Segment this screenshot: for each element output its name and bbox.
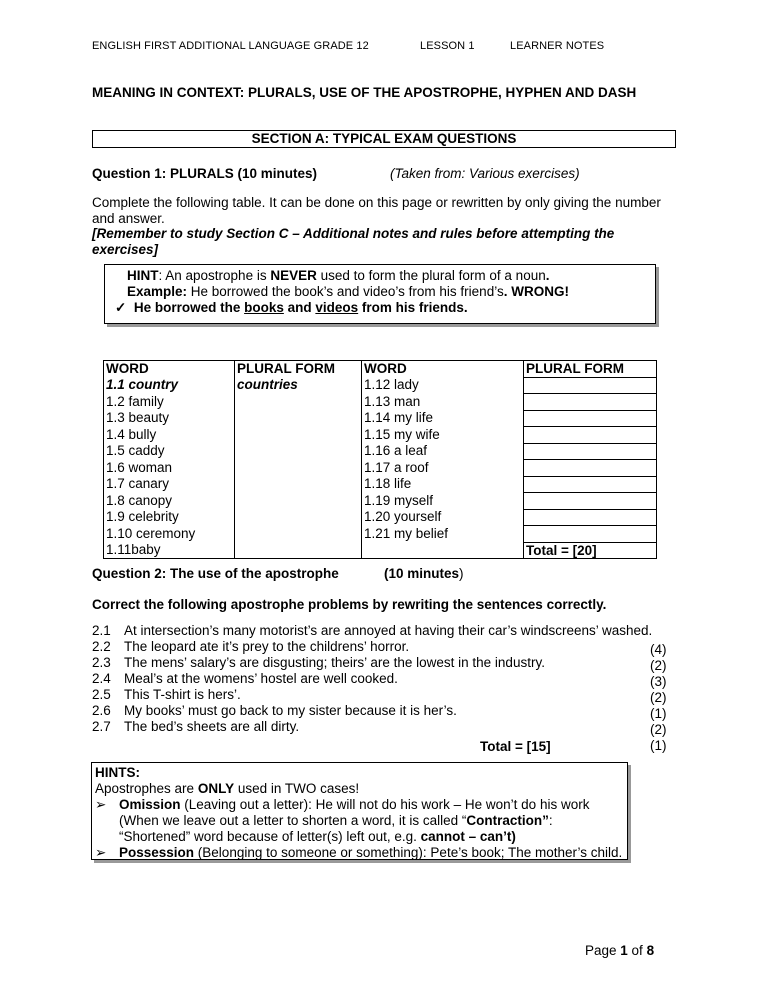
th-word: WORD bbox=[104, 361, 235, 378]
word-cell-2: 1.18 life bbox=[362, 476, 524, 493]
table-row bbox=[104, 493, 657, 510]
bullet-omission bbox=[95, 797, 627, 845]
answer-cell bbox=[524, 394, 657, 411]
item-number: 2.7 bbox=[92, 719, 111, 734]
section-a-heading: SECTION A: TYPICAL EXAM QUESTIONS bbox=[92, 130, 676, 148]
item-number: 2.3 bbox=[92, 655, 111, 670]
q1-total: Total = [20] bbox=[524, 542, 657, 559]
hints-only: ONLY bbox=[197, 781, 235, 796]
plural-cell bbox=[235, 410, 362, 427]
q2-marks bbox=[650, 642, 667, 754]
q2-title: Question 2: The use of the apostrophe bbox=[92, 566, 339, 581]
correct-and: and bbox=[283, 300, 316, 315]
correct-text-end: from his friends. bbox=[358, 300, 468, 315]
page-title: MEANING IN CONTEXT: PLURALS, USE OF THE APOSTROPHE, HYPHEN AND DASH bbox=[92, 85, 637, 100]
page-number bbox=[585, 943, 654, 958]
header-lesson: LESSON 1 bbox=[420, 40, 475, 52]
item-marks: (1) bbox=[650, 706, 667, 721]
list-item bbox=[92, 687, 662, 703]
plurals-table bbox=[103, 360, 657, 559]
plural-cell bbox=[235, 394, 362, 411]
answer-cell bbox=[524, 493, 657, 510]
contraction-label: Contraction” bbox=[466, 813, 549, 828]
example-text: He borrowed the book’s and video’s from his friend’s bbox=[187, 284, 504, 299]
item-marks: (2) bbox=[650, 690, 667, 705]
contraction-example: cannot – can’t) bbox=[420, 829, 516, 844]
plural-cell bbox=[235, 476, 362, 493]
answer-cell bbox=[524, 476, 657, 493]
item-text: The leopard ate it’s prey to the childrens’ horror. bbox=[124, 639, 410, 654]
plural-cell bbox=[235, 526, 362, 543]
q2-time-close: ) bbox=[459, 566, 464, 581]
q1-remember: [Remember to study Section C – Additional notes and rules before attempting the exercises] bbox=[92, 226, 615, 257]
q2-list bbox=[92, 623, 662, 735]
omission-label: Omission bbox=[119, 797, 181, 812]
possession-text: (Belonging to someone or something): Pete’s book; The mother’s child. bbox=[194, 845, 623, 860]
answer-cell bbox=[524, 377, 657, 394]
page-label: Page bbox=[585, 943, 621, 958]
list-item bbox=[92, 623, 662, 639]
hints-box bbox=[91, 762, 628, 860]
table-row bbox=[104, 460, 657, 477]
word-cell: 1.1 country bbox=[104, 377, 235, 394]
item-number: 2.6 bbox=[92, 703, 111, 718]
plural-cell bbox=[235, 427, 362, 444]
arrow-icon: ➢ bbox=[95, 797, 107, 812]
list-item bbox=[92, 655, 662, 671]
table-row bbox=[104, 427, 657, 444]
answer-cell bbox=[524, 410, 657, 427]
item-marks: (2) bbox=[650, 658, 667, 673]
correct-books: books bbox=[244, 300, 284, 315]
q1-title: Question 1: PLURALS (10 minutes) bbox=[92, 166, 318, 181]
th-plural-2: PLURAL FORM bbox=[524, 361, 657, 378]
word-cell-2: 1.12 lady bbox=[362, 377, 524, 394]
answer-cell bbox=[524, 460, 657, 477]
q2-time bbox=[384, 566, 464, 581]
omission-text: (Leaving out a letter): He will not do his work – He won’t do his work (When we leave out a letter to shorten a word, it is called “ bbox=[119, 797, 590, 828]
answer-cell bbox=[524, 526, 657, 543]
hint-text-end: used to form the plural form of a noun bbox=[316, 268, 546, 283]
item-text: The bed’s sheets are all dirty. bbox=[124, 719, 300, 734]
table-row bbox=[104, 443, 657, 460]
plural-cell bbox=[235, 443, 362, 460]
word-cell: 1.9 celebrity bbox=[104, 509, 235, 526]
word-cell: 1.7 canary bbox=[104, 476, 235, 493]
plural-cell bbox=[235, 493, 362, 510]
header-subject: ENGLISH FIRST ADDITIONAL LANGUAGE GRADE 12 bbox=[92, 40, 369, 52]
table-row bbox=[104, 410, 657, 427]
word-cell-2 bbox=[362, 542, 524, 559]
table-row bbox=[104, 394, 657, 411]
q1-source: (Taken from: Various exercises) bbox=[390, 166, 580, 181]
example-wrong: . WRONG! bbox=[503, 284, 569, 299]
word-cell: 1.2 family bbox=[104, 394, 235, 411]
word-cell-2: 1.19 myself bbox=[362, 493, 524, 510]
th-word-2: WORD bbox=[362, 361, 524, 378]
contraction-text: : “Shortened” word because of letter(s) left out, e.g. bbox=[119, 813, 553, 844]
answer-cell bbox=[524, 427, 657, 444]
hints-line1: Apostrophes are bbox=[95, 781, 198, 796]
q2-total: Total = [15] bbox=[480, 739, 551, 754]
list-item bbox=[92, 671, 662, 687]
example-label: Example: bbox=[127, 284, 188, 299]
item-text: This T-shirt is hers’. bbox=[124, 687, 241, 702]
item-marks: (1) bbox=[650, 738, 667, 753]
item-marks: (3) bbox=[650, 674, 667, 689]
item-number: 2.1 bbox=[92, 623, 111, 638]
th-plural: PLURAL FORM bbox=[235, 361, 362, 378]
hint-text: : An apostrophe is bbox=[158, 268, 271, 283]
correct-text: He borrowed the bbox=[133, 300, 245, 315]
answer-cell bbox=[524, 509, 657, 526]
hint-label: HINT bbox=[127, 268, 159, 283]
word-cell: 1.4 bully bbox=[104, 427, 235, 444]
hint-never: NEVER bbox=[270, 268, 317, 283]
q2-time-text: (10 minutes bbox=[384, 566, 460, 581]
table-row bbox=[104, 476, 657, 493]
item-marks: (4) bbox=[650, 642, 667, 657]
plural-cell bbox=[235, 509, 362, 526]
word-cell: 1.6 woman bbox=[104, 460, 235, 477]
correct-videos: videos bbox=[315, 300, 359, 315]
word-cell-2: 1.14 my life bbox=[362, 410, 524, 427]
table-row bbox=[104, 542, 657, 559]
item-number: 2.5 bbox=[92, 687, 111, 702]
word-cell: 1.8 canopy bbox=[104, 493, 235, 510]
possession-label: Possession bbox=[119, 845, 195, 860]
word-cell-2: 1.17 a roof bbox=[362, 460, 524, 477]
item-text: At intersection’s many motorist’s are annoyed at having their car’s windscreens’ washed. bbox=[124, 623, 653, 638]
q2-instruction: Correct the following apostrophe problems by rewriting the sentences correctly. bbox=[92, 597, 607, 612]
word-cell: 1.5 caddy bbox=[104, 443, 235, 460]
word-cell-2: 1.21 my belief bbox=[362, 526, 524, 543]
page-total: 8 bbox=[646, 943, 655, 958]
table-row bbox=[104, 377, 657, 394]
hint-box: HINT: An apostrophe is NEVER used to form the plural form of a noun. Example: He borrowed the book’s and video’s from his friend’s. WRONG! ✓ He borrowed the books and videos from his friends. bbox=[104, 264, 656, 324]
word-cell-2: 1.20 yourself bbox=[362, 509, 524, 526]
word-cell: 1.3 beauty bbox=[104, 410, 235, 427]
item-number: 2.2 bbox=[92, 639, 111, 654]
header-type: LEARNER NOTES bbox=[510, 40, 605, 52]
item-text: Meal’s at the womens’ hostel are well cooked. bbox=[124, 671, 398, 686]
word-cell: 1.10 ceremony bbox=[104, 526, 235, 543]
item-number: 2.4 bbox=[92, 671, 111, 686]
plural-cell bbox=[235, 460, 362, 477]
plural-cell: countries bbox=[235, 377, 362, 394]
page-current: 1 bbox=[620, 943, 628, 958]
bullet-possession bbox=[95, 845, 627, 861]
list-item bbox=[92, 703, 662, 719]
q1-instruction: Complete the following table. It can be done on this page or rewritten by only giving the number and answer. bbox=[92, 195, 661, 226]
item-text: The mens’ salary’s are disgusting; theirs’ are the lowest in the industry. bbox=[124, 655, 545, 670]
word-cell-2: 1.13 man bbox=[362, 394, 524, 411]
answer-cell bbox=[524, 443, 657, 460]
word-cell: 1.11baby bbox=[104, 542, 235, 559]
check-icon: ✓ bbox=[115, 300, 127, 315]
word-cell-2: 1.15 my wife bbox=[362, 427, 524, 444]
plural-cell bbox=[235, 542, 362, 559]
word-cell-2: 1.16 a leaf bbox=[362, 443, 524, 460]
hints-title: HINTS: bbox=[95, 765, 140, 780]
list-item bbox=[92, 719, 662, 735]
table-row bbox=[104, 526, 657, 543]
item-text: My books’ must go back to my sister because it is her’s. bbox=[124, 703, 457, 718]
table-row bbox=[104, 509, 657, 526]
hints-line1-end: used in TWO cases! bbox=[234, 781, 360, 796]
page-of: of bbox=[627, 943, 647, 958]
list-item bbox=[92, 639, 662, 655]
item-marks: (2) bbox=[650, 722, 667, 737]
arrow-icon: ➢ bbox=[95, 845, 107, 860]
table-header-row bbox=[104, 361, 657, 378]
